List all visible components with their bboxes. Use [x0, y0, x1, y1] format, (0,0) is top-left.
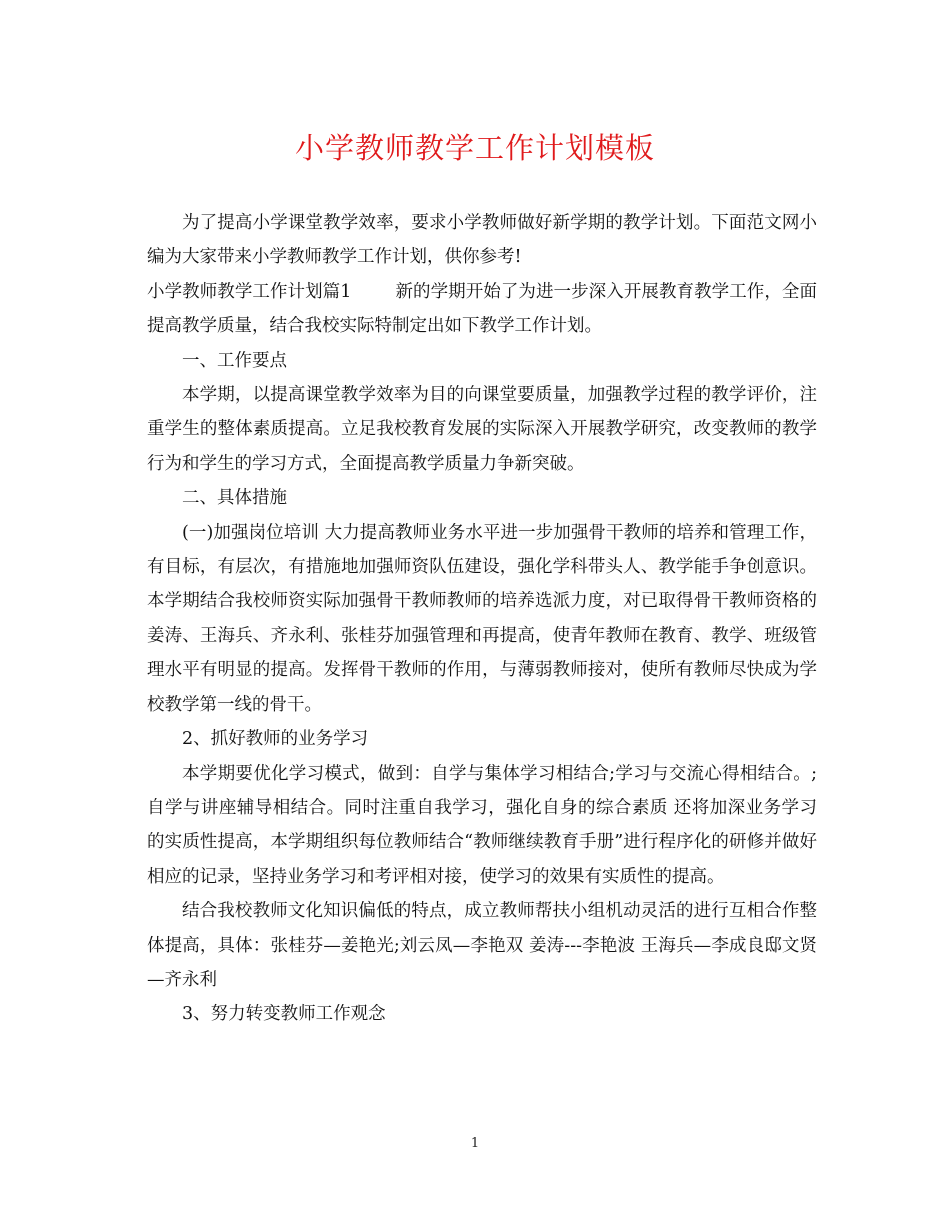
work-points-paragraph: 本学期，以提高课堂教学效率为目的向课堂要质量，加强教学过程的教学评价，注重学生的整体素质提高。立足我校教育发展的实际深入开展教学研究，改变教师的教学行为和学生的学习方式，全面提高教学质量力争新突破。: [147, 385, 817, 474]
mentoring-paragraph: 结合我校教师文化知识偏低的特点，成立教师帮扶小组机动灵活的进行互相合作整体提高，具体：张桂芬—姜艳光;刘云凤—李艳双 姜涛---李艳波 王海兵—李成良邸文贤—齐永利: [147, 901, 817, 990]
section-opening-text: 新的学期开始了为进一步深入开展教育教学工作，全面提高教学质量，结合我校实际特制定出如下教学工作计划。: [147, 281, 817, 337]
section-paragraph: [147, 275, 817, 344]
heading-specific-measures: 二、具体措施: [182, 488, 287, 509]
intro-paragraph: 为了提高小学课堂教学效率，要求小学教师做好新学期的教学计划。下面范文网小编为大家带来小学教师教学工作计划，供你参考!: [147, 213, 817, 268]
heading-business-study: 2、抓好教师的业务学习: [182, 729, 369, 750]
training-paragraph: (一)加强岗位培训 大力提高教师业务水平进一步加强骨干教师的培养和管理工作，有目标，有层次，有措施地加强师资队伍建设，强化学科带头人、教学能手争创意识。本学期结合我校师资实际加强骨干教师教师的培养选派力度，对已取得骨干教师资格的姜涛、王海兵、齐永利、张桂芬加强管理和再提高，使青年教师在教育、教学、班级管理水平有明显的提高。发挥骨干教师的作用，与薄弱教师接对，使所有教师尽快成为学校教学第一线的骨干。: [147, 522, 817, 715]
heading-work-concept: 3、努力转变教师工作观念: [182, 1004, 386, 1025]
page-number: 1: [470, 1136, 480, 1151]
heading-work-points: 一、工作要点: [182, 350, 287, 371]
study-paragraph: 本学期要优化学习模式，做到：自学与集体学习相结合;学习与交流心得相结合。;自学与讲座辅导相结合。同时注重自我学习，强化自身的综合素质 还将加深业务学习的实质性提高，本学期组织每位教师结合“教师继续教育手册”进行程序化的研修并做好相应的记录，坚持业务学习和考评相对接，使学习的效果有实质性的提高。: [147, 763, 817, 887]
document-title: 小学教师教学工作计划模板: [294, 131, 655, 165]
section-label: 小学教师教学工作计划篇1: [147, 281, 352, 302]
document-body: [147, 206, 817, 1032]
